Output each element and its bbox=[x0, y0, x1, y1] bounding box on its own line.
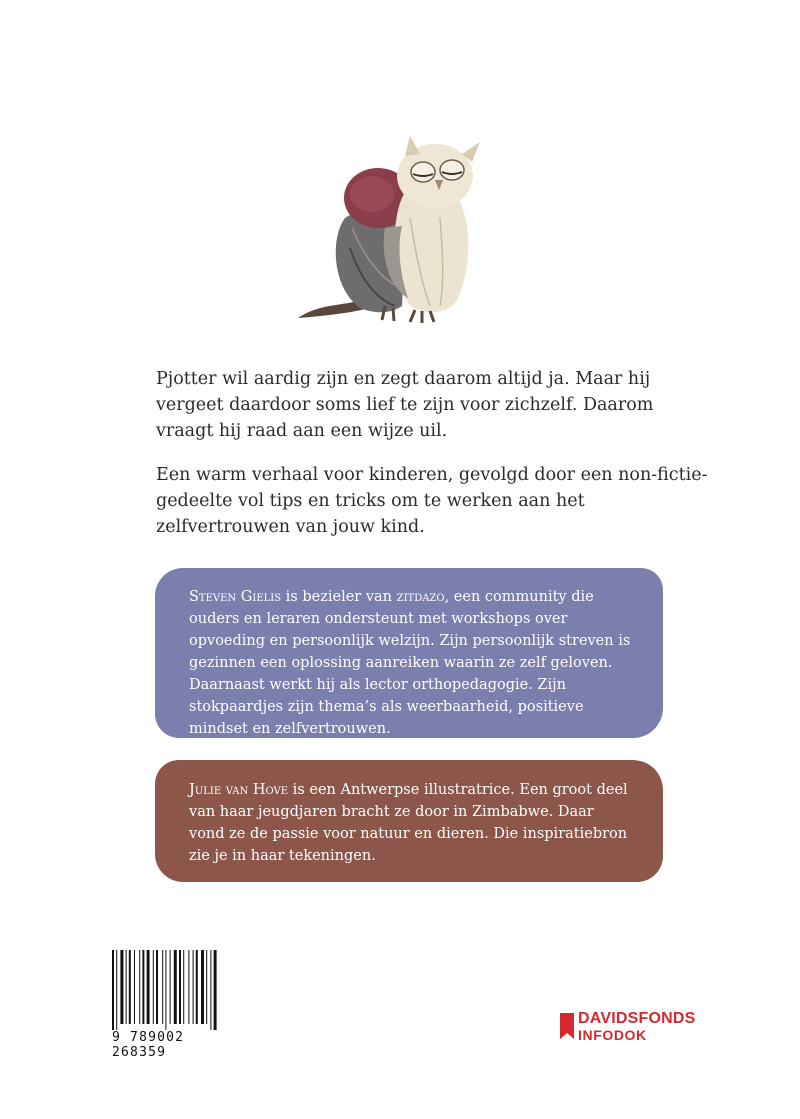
author-text-a: is bezieler van bbox=[281, 589, 397, 605]
blurb-paragraph-2: Een warm verhaal voor kinderen, gevolgd door een non-fictie-gedeelte vol tips en tricks om te werken aan het zelfvertrouwen van jouw kind. bbox=[156, 465, 708, 537]
back-cover-blurb bbox=[156, 366, 716, 558]
illustrator-name: Julie van Hove bbox=[189, 782, 289, 798]
blurb-paragraph-1: Pjotter wil aardig zijn en zegt daarom altijd ja. Maar hij vergeet daardoor soms lief te zijn voor zichzelf. Daarom vraagt hij raad aan een wijze uil. bbox=[156, 369, 654, 441]
publisher-logo bbox=[560, 1010, 720, 1046]
owl-illustration-icon bbox=[290, 128, 500, 328]
illustrator-text: is een Antwerpse illustratrice. Een groot deel van haar jeugdjaren bracht ze door in Zimbabwe. Daar vond ze de passie voor natuur en dieren. Die inspiratiebron zie je in haar tekeningen. bbox=[189, 782, 628, 864]
davidsfonds-logo-icon bbox=[560, 1013, 574, 1039]
barcode-icon bbox=[110, 950, 240, 1030]
author-bio-box bbox=[155, 568, 663, 738]
author-org: zitdazo bbox=[396, 589, 445, 605]
author-text-b: , een community die ouders en leraren ondersteunt met workshops over opvoeding en persoonlijk welzijn. Zijn persoonlijk streven is gezinnen een oplossing aanreiken waarin ze zelf geloven. Daarnaast werkt hij als lector orthopedagogie. Zijn stokpaardjes zijn thema’s als weerbaarheid, positieve mindset en zelfvertrouwen. bbox=[189, 589, 631, 737]
isbn-number: 9 789002 268359 bbox=[112, 1030, 185, 1060]
author-name: Steven Gielis bbox=[189, 589, 282, 605]
cover-illustration bbox=[290, 128, 500, 328]
illustrator-bio-box bbox=[155, 760, 663, 882]
publisher-name-line2: INFODOK bbox=[578, 1027, 647, 1043]
publisher-name-line1: DAVIDSFONDS bbox=[578, 1010, 696, 1027]
